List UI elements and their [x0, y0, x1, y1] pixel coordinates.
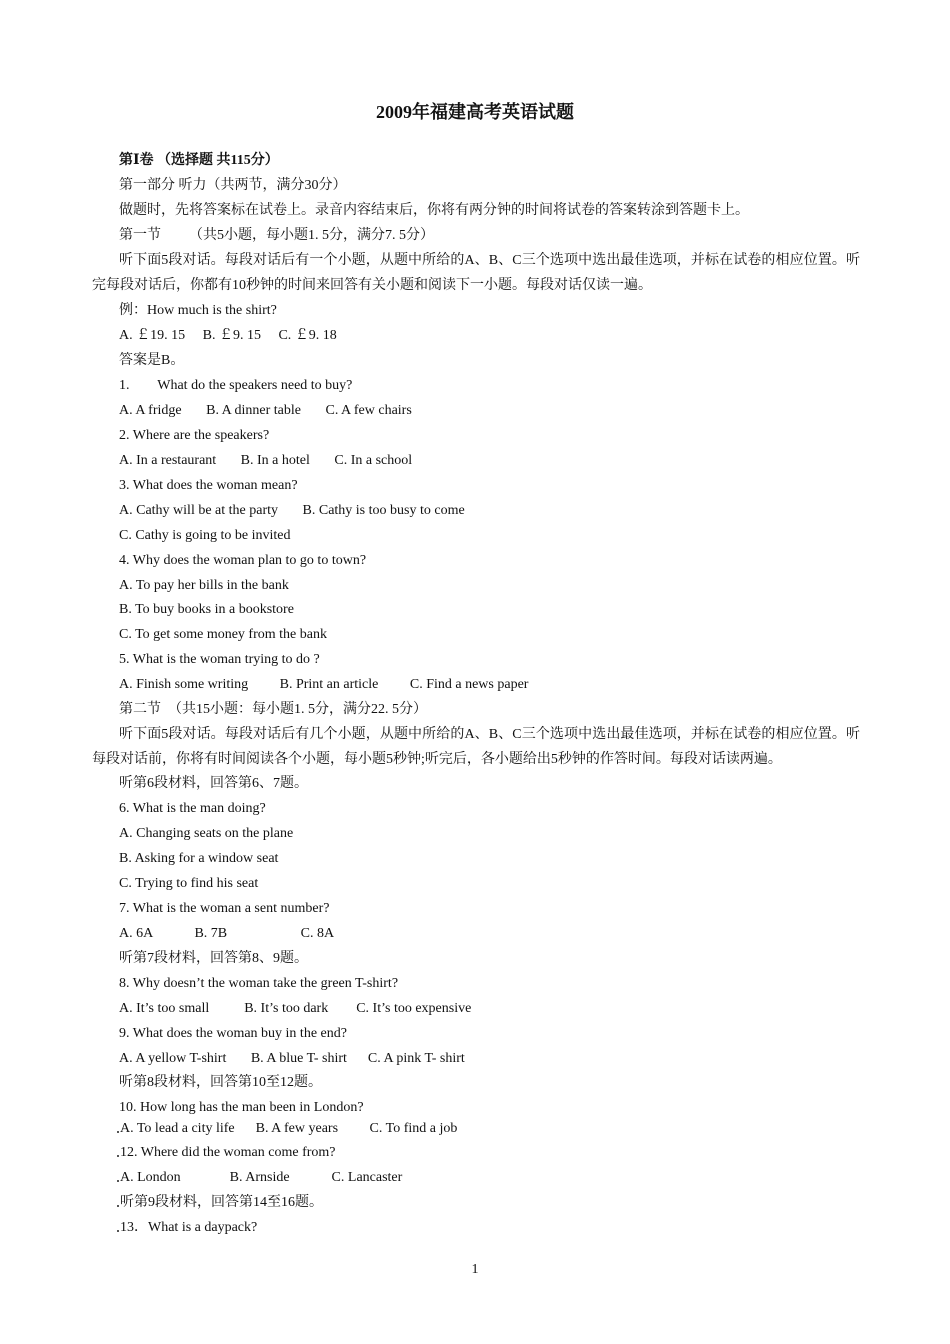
instruction: 做题时，先将答案标在试卷上。录音内容结束后，你将有两分钟的时间将试卷的答案转涂到答题卡上。 — [119, 203, 749, 218]
options: B. Asking for a window seat — [119, 851, 279, 866]
instruction-paragraph: 听下面5段对话。每段对话后有几个小题，从题中所给的A、B、C三个选项中选出最佳选项，并标在试卷的相应位置。听每段对话前，你将有时间阅读各个小题，每小题5秒钟;听完后，各小题给出5秒钟的作答时间。每段对话读两遍。 — [92, 727, 860, 767]
options: A. A fridge B. A dinner table C. A few chairs — [119, 403, 412, 418]
subsection-heading: 第二节 （共15小题：每小题1. 5分，满分22. 5分） — [119, 702, 427, 717]
options: A. Cathy will be at the party B. Cathy is too busy to come — [119, 503, 465, 518]
example-question: 例：How much is the shirt? — [119, 303, 277, 318]
options: A. To pay her bills in the bank — [119, 578, 289, 593]
options: A. To lead a city life B. A few years C. To find a job — [117, 1120, 457, 1138]
question: 2. Where are the speakers? — [119, 428, 270, 443]
options: C. Trying to find his seat — [119, 876, 259, 891]
subsection-heading: 第一节 （共5小题，每小题1. 5分，满分7. 5分） — [119, 228, 434, 243]
edit-mark-icon — [117, 1230, 119, 1232]
edit-mark-icon — [117, 1131, 119, 1133]
options: A. 6A B. 7B C. 8A — [119, 926, 335, 941]
question: 5. What is the woman trying to do ? — [119, 652, 320, 667]
question: 6. What is the man doing? — [119, 801, 266, 816]
page-number: 1 — [471, 1262, 479, 1277]
material-heading: 听第9段材料，回答第14至16题。 — [117, 1194, 323, 1212]
options: C. To get some money from the bank — [119, 627, 327, 642]
options: A. It’s too small B. It’s too dark C. It’s too expensive — [119, 1001, 472, 1016]
question: 13．What is a daypack? — [117, 1219, 257, 1237]
section-heading: 第Ⅰ卷 （选择题 共115分） — [119, 153, 279, 168]
options: A. London B. Arnside C. Lancaster — [117, 1169, 402, 1187]
material-heading: 听第6段材料，回答第6、7题。 — [119, 776, 308, 791]
edit-mark-icon — [117, 1155, 119, 1157]
material-heading: 听第8段材料，回答第10至12题。 — [119, 1075, 322, 1090]
options: C. Cathy is going to be invited — [119, 528, 291, 543]
question: 12. Where did the woman come from? — [117, 1144, 336, 1162]
instruction-paragraph: 听下面5段对话。每段对话后有一个小题，从题中所给的A、B、C三个选项中选出最佳选项，并标在试卷的相应位置。听完每段对话后，你都有10秒钟的时间来回答有关小题和阅读下一小题。每段对话仅读一遍。 — [92, 253, 860, 293]
page-title: 2009年福建高考英语试题 — [376, 102, 574, 122]
question: 10. How long has the man been in London? — [119, 1100, 364, 1115]
options: A. Finish some writing B. Print an article C. Find a news paper — [119, 677, 529, 692]
material-heading: 听第7段材料，回答第8、9题。 — [119, 951, 308, 966]
example-options: A. ￡19. 15 B. ￡9. 15 C. ￡9. 18 — [119, 328, 337, 343]
question: 7. What is the woman a sent number? — [119, 901, 330, 916]
edit-mark-icon — [117, 1205, 119, 1207]
question: 3. What does the woman mean? — [119, 478, 298, 493]
options: A. In a restaurant B. In a hotel C. In a school — [119, 453, 413, 468]
part-heading: 第一部分 听力（共两节，满分30分） — [119, 178, 347, 193]
edit-mark-icon — [117, 1180, 119, 1182]
question: 1. What do the speakers need to buy? — [119, 378, 353, 393]
question: 4. Why does the woman plan to go to town? — [119, 553, 367, 568]
options: A. Changing seats on the plane — [119, 826, 294, 841]
options: B. To buy books in a bookstore — [119, 602, 294, 617]
example-answer: 答案是B。 — [119, 353, 185, 368]
question: 8. Why doesn’t the woman take the green T-shirt? — [119, 976, 399, 991]
question: 9. What does the woman buy in the end? — [119, 1026, 347, 1041]
options: A. A yellow T-shirt B. A blue T- shirt C. A pink T- shirt — [119, 1051, 465, 1066]
